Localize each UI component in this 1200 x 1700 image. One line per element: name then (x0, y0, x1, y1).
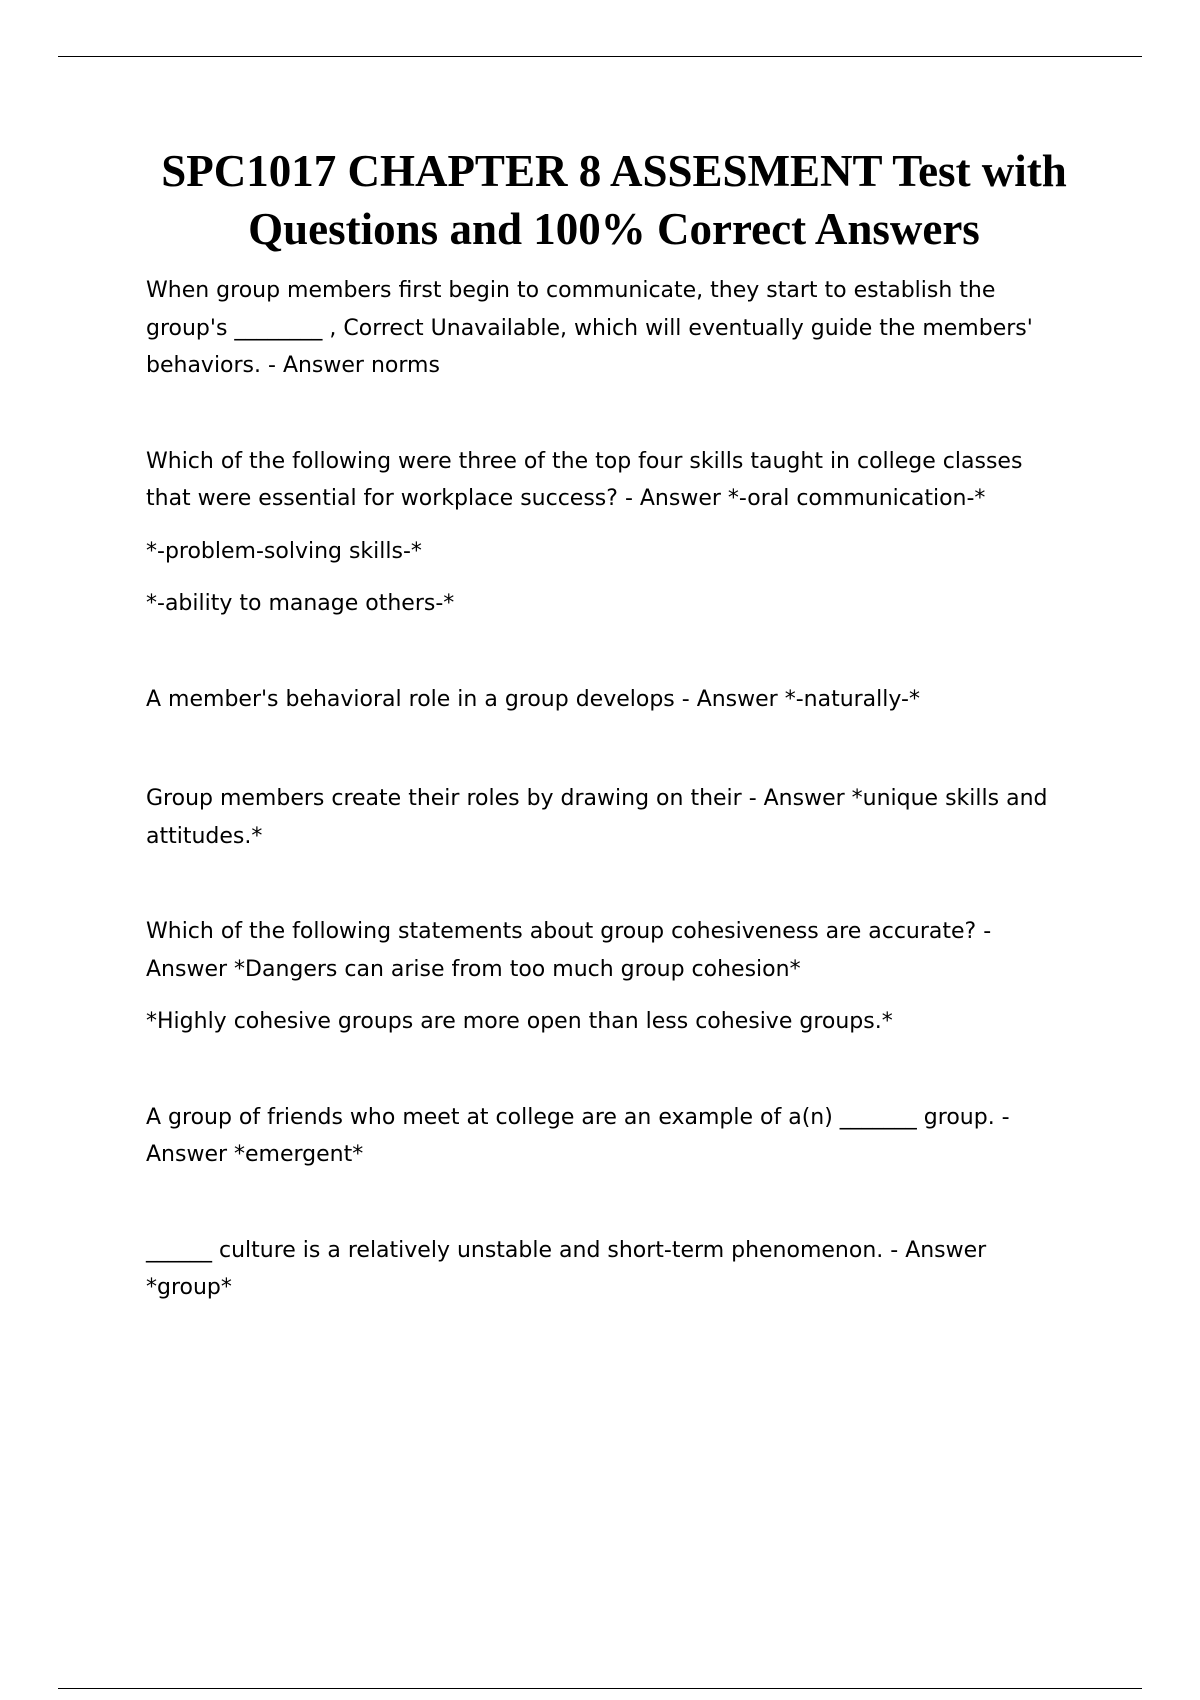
qa-text-line: Which of the following were three of the top four skills taught in college classes (146, 448, 1023, 474)
top-rule (58, 56, 1142, 57)
qa-answer-line: *-ability to manage others-* (146, 591, 455, 616)
qa-item (146, 272, 1094, 385)
qa-item (146, 1099, 1094, 1174)
qa-item (146, 913, 1094, 1041)
qa-text-line: ______ culture is a relatively unstable and short-term phenomenon. - Answer (146, 1237, 987, 1263)
qa-text-line: When group members first begin to communicate, they start to establish the (146, 278, 996, 303)
qa-answer-line: *-problem-solving skills-* (146, 538, 422, 564)
qa-answer-line: *Highly cohesive groups are more open than less cohesive groups.* (146, 1009, 893, 1034)
qa-text-line: Answer *Dangers can arise from too much group cohesion* (146, 956, 801, 982)
qa-text-line: Which of the following statements about group cohesiveness are accurate? - (146, 919, 992, 944)
qa-text-line: that were essential for workplace success? - Answer *-oral communication-* (146, 486, 986, 511)
document-title (140, 142, 1088, 258)
qa-text-line: A group of friends who meet at college are an example of a(n) _______ group. - (146, 1104, 1010, 1130)
qa-text-line: *group* (146, 1275, 232, 1300)
qa-text-line: Answer *emergent* (146, 1142, 364, 1167)
title-line-1: SPC1017 CHAPTER 8 ASSESMENT Test with (161, 146, 1067, 196)
qa-text-line: A member's behavioral role in a group develops - Answer *-naturally-* (146, 686, 920, 712)
qa-item (146, 681, 1094, 719)
bottom-rule (58, 1688, 1142, 1689)
qa-text-line: attitudes.* (146, 823, 263, 849)
qa-item (146, 780, 1094, 855)
title-line-2: Questions and 100% Correct Answers (248, 204, 980, 254)
qa-text-line: behaviors. - Answer norms (146, 353, 440, 378)
qa-list (146, 272, 1094, 1307)
qa-text-line: group's ________ , Correct Unavailable, which will eventually guide the members' (146, 315, 1033, 341)
document-page (146, 142, 1094, 1307)
qa-item (146, 1232, 1094, 1307)
qa-text-line: Group members create their roles by drawing on their - Answer *unique skills and (146, 786, 1048, 811)
qa-item (146, 443, 1094, 623)
